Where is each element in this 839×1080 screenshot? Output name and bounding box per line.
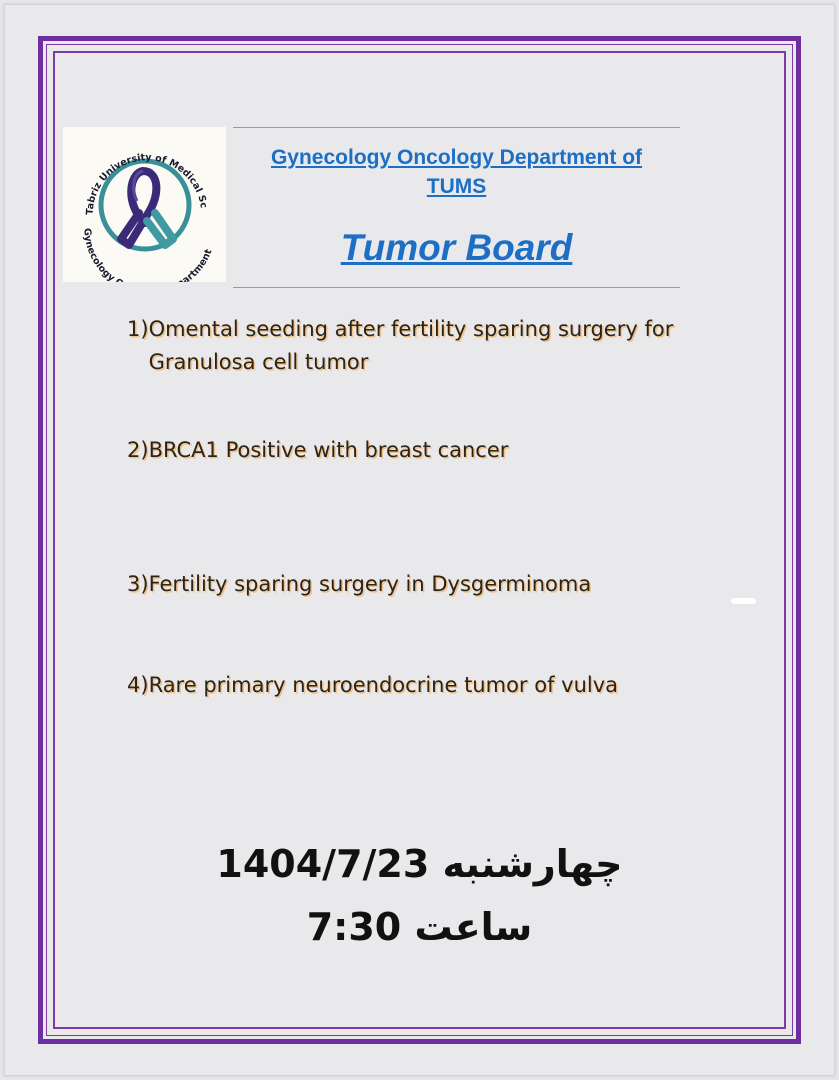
department-line-1: Gynecology Oncology Department of <box>270 146 643 169</box>
agenda-item-text: Fertility sparing surgery in Dysgerminoma <box>148 572 592 596</box>
agenda-item-number: 1) <box>127 317 149 341</box>
board-title: Tumor Board <box>340 227 573 268</box>
logo-graphic <box>63 127 226 282</box>
agenda-item-text: BRCA1 Positive with breast cancer <box>148 438 509 462</box>
agenda-item-number: 2) <box>127 438 149 462</box>
agenda-item-3 <box>127 568 747 601</box>
stray-mark <box>731 598 756 604</box>
agenda-item-2 <box>127 434 747 467</box>
agenda-item-line: Granulosa cell tumor <box>148 350 369 374</box>
awareness-ribbon-icon <box>121 171 173 245</box>
header-rule-bottom <box>233 287 680 288</box>
agenda-item-number: 3) <box>127 572 149 596</box>
meeting-time: ساعت 7:30 <box>306 905 533 949</box>
department-line-2: TUMS <box>426 175 487 198</box>
logo-bottom-text: Gynecology artment <box>81 227 215 282</box>
agenda-item-1 <box>127 313 747 379</box>
department-logo <box>63 127 226 282</box>
agenda-item-text <box>149 313 747 379</box>
header-rule-top <box>233 127 680 128</box>
agenda-item-4 <box>127 669 747 702</box>
meeting-date: چهارشنبه 1404/7/23 <box>216 842 623 886</box>
logo-top-text: Tabriz University of Medical Sc <box>84 152 209 216</box>
agenda-item-text: Rare primary neuroendocrine tumor of vulva <box>148 673 619 697</box>
agenda-item-number: 4) <box>127 673 149 697</box>
agenda-item-line: Omental seeding after fertility sparing surgery for <box>148 317 674 341</box>
department-heading <box>233 143 680 201</box>
